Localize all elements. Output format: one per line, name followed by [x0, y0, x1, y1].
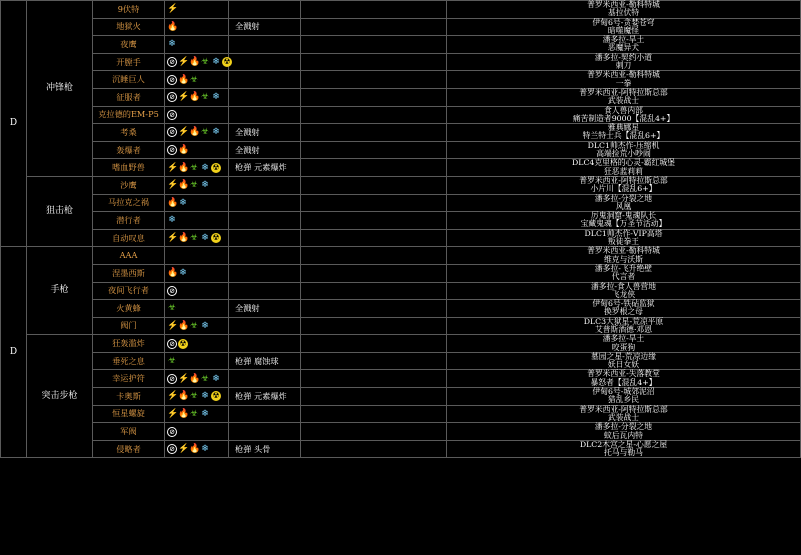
special-effect: [229, 388, 301, 406]
special-effect: [229, 88, 301, 106]
drop-source: 普罗米西亚-勒科特城 一拳: [447, 71, 801, 89]
element-icons: [165, 106, 229, 124]
empty-cell: [301, 352, 447, 370]
lightning-icon: ⚡: [167, 408, 179, 419]
special-effect: [229, 423, 301, 441]
no-element-icon: ⊘: [167, 127, 177, 137]
special-effect-label: 枪弹 元素爆炸: [235, 390, 287, 401]
drop-source: DLC4克里格的心灵-霸红城堡 狂恶蓝莉莉: [447, 159, 801, 177]
fire-icon: 🔥: [178, 391, 190, 402]
element-icons: [165, 388, 229, 406]
fire-icon: 🔥: [178, 180, 190, 191]
ice-icon: ❄: [201, 320, 209, 331]
weapon-name: 沙鹰: [93, 176, 165, 194]
empty-cell: [301, 106, 447, 124]
lightning-icon: ⚡: [167, 4, 179, 15]
table-row: [1, 124, 801, 142]
element-icons: [165, 176, 229, 194]
empty-cell: [301, 1, 447, 19]
weapon-grade: D: [1, 247, 27, 458]
drop-source: 普罗米西亚-勒科特城 基拉伏特: [447, 1, 801, 19]
element-icons: [165, 18, 229, 36]
drop-source: 普罗米西亚-阿特拉斯总部 武装战士: [447, 405, 801, 423]
lightning-icon: ⚡: [178, 444, 190, 455]
drop-source: DLC3大狱星-荒凉平原 艾普斯酒德·邓恩: [447, 317, 801, 335]
special-effect: [229, 352, 301, 370]
table-row: [1, 1, 801, 19]
element-icons: [165, 264, 229, 282]
special-effect: [229, 300, 301, 318]
table-row: [1, 36, 801, 54]
special-effect: [229, 53, 301, 71]
special-effect: [229, 18, 301, 36]
element-icons: [165, 300, 229, 318]
lightning-icon: ⚡: [167, 162, 179, 173]
biohazard-icon: ☣: [167, 303, 177, 314]
empty-cell: [301, 370, 447, 388]
drop-source: 普罗米西亚-阿特拉斯总部 小片川【混乱6+】: [447, 176, 801, 194]
weapon-name: 9伏特: [93, 1, 165, 19]
special-effect: [229, 194, 301, 212]
lightning-icon: ⚡: [178, 92, 190, 103]
special-effect: [229, 440, 301, 458]
special-effect-label: 全溅射: [235, 302, 260, 313]
biohazard-icon: ☣: [200, 373, 210, 384]
table-row: [1, 388, 801, 406]
element-icons: [165, 1, 229, 19]
ice-icon: ❄: [201, 233, 209, 244]
lightning-icon: ⚡: [167, 180, 179, 191]
empty-cell: [301, 388, 447, 406]
element-icons: [165, 53, 229, 71]
element-icons: [165, 229, 229, 247]
fire-icon: 🔥: [178, 408, 190, 419]
table-row: [1, 352, 801, 370]
special-effect: [229, 335, 301, 353]
empty-cell: [301, 282, 447, 300]
empty-cell: [301, 71, 447, 89]
biohazard-icon: ☣: [189, 408, 199, 419]
special-effect: [229, 1, 301, 19]
drop-source: 雅典娜星 特兰特士兵【混乱6+】: [447, 124, 801, 142]
weapon-name: 垂死之息: [93, 352, 165, 370]
no-element-icon: ⊘: [167, 374, 177, 384]
weapon-name: 地狱火: [93, 18, 165, 36]
drop-source: 潘多拉-分裂之地 风凰: [447, 194, 801, 212]
weapon-name: 克拉德的EM-P5: [93, 106, 165, 124]
special-effect: [229, 71, 301, 89]
element-icons: [165, 370, 229, 388]
weapon-name: 征服者: [93, 88, 165, 106]
empty-cell: [301, 176, 447, 194]
weapon-name: AAA: [93, 247, 165, 265]
element-icons: [165, 440, 229, 458]
radiation-icon: ☢: [223, 57, 231, 67]
empty-cell: [301, 159, 447, 177]
empty-cell: [301, 300, 447, 318]
drop-source: 潘多拉-分裂之地 蚊后瓦内特: [447, 423, 801, 441]
empty-cell: [301, 124, 447, 142]
weapon-name: 恒星螺旋: [93, 405, 165, 423]
drop-source: 食人兽内部 痛苦制造者9000【混乱4+】: [447, 106, 801, 124]
empty-cell: [301, 423, 447, 441]
element-icons: [165, 423, 229, 441]
ice-icon: ❄: [201, 391, 209, 402]
weapon-name: 轰爆者: [93, 141, 165, 159]
weapon-name: 自动叹息: [93, 229, 165, 247]
weapon-name: 沉睡巨人: [93, 71, 165, 89]
element-icons: [165, 36, 229, 54]
ice-icon: ❄: [168, 39, 176, 50]
lightning-icon: ⚡: [178, 373, 190, 384]
weapon-name: 嗜血野兽: [93, 159, 165, 177]
table-row: [1, 229, 801, 247]
empty-cell: [301, 264, 447, 282]
no-element-icon: ⊘: [167, 427, 177, 437]
fire-icon: 🔥: [189, 57, 201, 68]
weapon-category-pistol: 手枪: [27, 247, 93, 335]
weapon-category-sniper: 狙击枪: [27, 176, 93, 246]
table-row: [1, 370, 801, 388]
special-effect: [229, 282, 301, 300]
no-element-icon: ⊘: [167, 110, 177, 120]
drop-source: 普罗米西亚-勒科特城 维克与沃斯: [447, 247, 801, 265]
table-row: [1, 282, 801, 300]
fire-icon: 🔥: [178, 233, 190, 244]
weapon-name: 火黄蜂: [93, 300, 165, 318]
table-row: [1, 88, 801, 106]
table-row: [1, 159, 801, 177]
biohazard-icon: ☣: [189, 391, 199, 402]
biohazard-icon: ☣: [189, 180, 199, 191]
drop-source: 墓园之星-荒凉边缘 妖日女妖: [447, 352, 801, 370]
no-element-icon: ⊘: [167, 75, 177, 85]
special-effect-label: 枪弹 元素爆炸: [235, 162, 287, 173]
table-row: [1, 264, 801, 282]
special-effect-label: 全溅射: [235, 21, 260, 32]
special-effect: [229, 405, 301, 423]
fire-icon: 🔥: [178, 320, 190, 331]
element-icons: [165, 335, 229, 353]
drop-source: 潘多拉-旱土 咬蛋狗: [447, 335, 801, 353]
fire-icon: 🔥: [178, 74, 190, 85]
biohazard-icon: ☣: [189, 162, 199, 173]
fire-icon: 🔥: [178, 162, 190, 173]
weapon-name: 开膛手: [93, 53, 165, 71]
weapon-name: 考桑: [93, 124, 165, 142]
ice-icon: ❄: [179, 268, 187, 279]
fire-icon: 🔥: [189, 127, 201, 138]
drop-source: 普罗米西亚-阿特拉斯总部 武装战士: [447, 88, 801, 106]
special-effect: [229, 264, 301, 282]
biohazard-icon: ☣: [200, 127, 210, 138]
fire-icon: 🔥: [189, 373, 201, 384]
weapon-grade: D: [1, 1, 27, 247]
table-row: [1, 176, 801, 194]
table-row: [1, 423, 801, 441]
lightning-icon: ⚡: [167, 233, 179, 244]
drop-source: 潘多拉-飞升绝壁 代言者: [447, 264, 801, 282]
ice-icon: ❄: [201, 444, 209, 455]
no-element-icon: ⊘: [167, 444, 177, 454]
empty-cell: [301, 247, 447, 265]
element-icons: [165, 405, 229, 423]
table-row: [1, 335, 801, 353]
biohazard-icon: ☣: [200, 92, 210, 103]
biohazard-icon: ☣: [200, 57, 210, 68]
weapon-name: 幸运护符: [93, 370, 165, 388]
empty-cell: [301, 88, 447, 106]
special-effect: [229, 247, 301, 265]
special-effect: [229, 159, 301, 177]
element-icons: [165, 352, 229, 370]
ice-icon: ❄: [212, 92, 220, 103]
biohazard-icon: ☣: [189, 320, 199, 331]
no-element-icon: ⊘: [167, 145, 177, 155]
empty-cell: [301, 194, 447, 212]
no-element-icon: ⊘: [167, 286, 177, 296]
table-row: [1, 53, 801, 71]
drop-source: DLC1帅杰作-压缩机 高端捡荒小吵闹: [447, 141, 801, 159]
table-row: [1, 71, 801, 89]
radiation-icon: ☢: [212, 391, 220, 401]
table-row: [1, 440, 801, 458]
ice-icon: ❄: [201, 162, 209, 173]
special-effect: [229, 141, 301, 159]
weapon-category-rifle: 突击步枪: [27, 335, 93, 458]
weapon-name: 潜行者: [93, 212, 165, 230]
special-effect-label: 全溅射: [235, 144, 260, 155]
special-effect: [229, 176, 301, 194]
special-effect: [229, 370, 301, 388]
lightning-icon: ⚡: [178, 127, 190, 138]
biohazard-icon: ☣: [167, 356, 177, 367]
empty-cell: [301, 53, 447, 71]
lightning-icon: ⚡: [167, 391, 179, 402]
weapon-name: 军阀: [93, 423, 165, 441]
ice-icon: ❄: [179, 197, 187, 208]
element-icons: [165, 88, 229, 106]
special-effect: [229, 229, 301, 247]
element-icons: [165, 124, 229, 142]
drop-source: DLC2木宫之星-心愿之屋 托马与勒马: [447, 440, 801, 458]
no-element-icon: ⊘: [167, 339, 177, 349]
drop-source: 潘多拉-契约小道 刺刀: [447, 53, 801, 71]
element-icons: [165, 141, 229, 159]
ice-icon: ❄: [212, 127, 220, 138]
no-element-icon: ⊘: [167, 57, 177, 67]
special-effect-label: 全溅射: [235, 126, 260, 137]
no-element-icon: ⊘: [167, 92, 177, 102]
fire-icon: 🔥: [167, 268, 179, 279]
empty-cell: [301, 212, 447, 230]
drop-source: 伊甸6号-铁砧监狱 换罗根之母: [447, 300, 801, 318]
weapon-name: 卡奥斯: [93, 388, 165, 406]
fire-icon: 🔥: [189, 444, 201, 455]
empty-cell: [301, 229, 447, 247]
table-row: [1, 300, 801, 318]
table-row: [1, 18, 801, 36]
drop-source: 潘多拉-食人兽营地 飞龙侠: [447, 282, 801, 300]
special-effect-label: 枪弹 腐蚀球: [235, 355, 279, 366]
special-effect: [229, 124, 301, 142]
special-effect-label: 枪弹 头骨: [235, 443, 271, 454]
special-effect: [229, 317, 301, 335]
empty-cell: [301, 18, 447, 36]
table-row: [1, 141, 801, 159]
table-row: [1, 247, 801, 265]
biohazard-icon: ☣: [189, 233, 199, 244]
empty-cell: [301, 317, 447, 335]
weapon-name: 马拉克之祸: [93, 194, 165, 212]
table-row: [1, 212, 801, 230]
ice-icon: ❄: [212, 373, 220, 384]
empty-cell: [301, 405, 447, 423]
special-effect: [229, 36, 301, 54]
fire-icon: 🔥: [167, 21, 179, 32]
element-icons: [165, 71, 229, 89]
empty-cell: [301, 440, 447, 458]
weapon-category-charge: 冲锋枪: [27, 1, 93, 177]
table-row: [1, 405, 801, 423]
table-row: [1, 317, 801, 335]
drop-source: 厉鬼洞窟-鬼魂队长 宝藏鬼魂【万圣节活动】: [447, 212, 801, 230]
radiation-icon: ☢: [179, 338, 187, 348]
special-effect: [229, 106, 301, 124]
ice-icon: ❄: [201, 408, 209, 419]
drop-source: 潘多拉-旱土 恶魔异犬: [447, 36, 801, 54]
table-row: [1, 106, 801, 124]
weapon-name: 阀门: [93, 317, 165, 335]
element-icons: [165, 212, 229, 230]
weapon-name: 夜间飞行者: [93, 282, 165, 300]
element-icons: [165, 282, 229, 300]
element-icons: [165, 194, 229, 212]
lightning-icon: ⚡: [178, 57, 190, 68]
radiation-icon: ☢: [212, 233, 220, 243]
drop-source: DLC1帅杰作-VIP高塔 叛徒拳王: [447, 229, 801, 247]
empty-cell: [301, 36, 447, 54]
fire-icon: 🔥: [167, 197, 179, 208]
weapon-name: 夜鹰: [93, 36, 165, 54]
radiation-icon: ☢: [212, 162, 220, 172]
lightning-icon: ⚡: [167, 320, 179, 331]
element-icons: [165, 247, 229, 265]
element-icons: [165, 159, 229, 177]
empty-cell: [301, 335, 447, 353]
ice-icon: ❄: [212, 57, 220, 68]
ice-icon: ❄: [168, 215, 176, 226]
drop-source: 伊甸6号-城郊泥沼 猎乱乡民: [447, 388, 801, 406]
weapon-name: 狂轰滥炸: [93, 335, 165, 353]
weapon-name: 侵略者: [93, 440, 165, 458]
drop-source: 伊甸6号-贪婪苍穹 暗噬魔怪: [447, 18, 801, 36]
ice-icon: ❄: [201, 180, 209, 191]
table-row: [1, 194, 801, 212]
fire-icon: 🔥: [189, 92, 201, 103]
fire-icon: 🔥: [178, 145, 190, 156]
weapon-name: 涅墨西斯: [93, 264, 165, 282]
drop-source: 普罗米西亚-失落教堂 暴怒者【混乱4+】: [447, 370, 801, 388]
biohazard-icon: ☣: [189, 74, 199, 85]
special-effect: [229, 212, 301, 230]
element-icons: [165, 317, 229, 335]
empty-cell: [301, 141, 447, 159]
